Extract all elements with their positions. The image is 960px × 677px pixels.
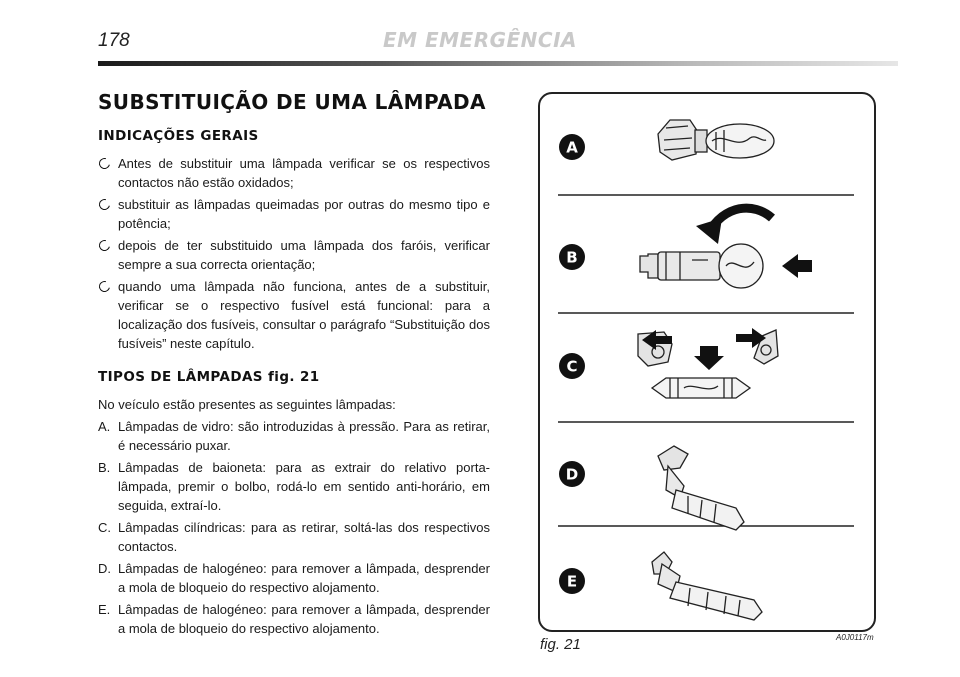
- bullet-icon: [97, 156, 112, 171]
- label-badge-e: [559, 568, 585, 594]
- pull-arrow-down-icon: [694, 346, 724, 370]
- svg-text:B: B: [566, 248, 578, 267]
- svg-text:C: C: [566, 357, 578, 376]
- glass-lamp-icon: [658, 120, 774, 160]
- push-arrow-icon: [782, 254, 812, 278]
- bayonet-lamp-icon: [640, 244, 763, 288]
- lamp-type-item: B. Lâmpadas de baioneta: para as extrair do relativo porta-lâmpada, premir o bolbo, rodá-lo em sentido anti-horário, em seguida, extraí-lo.: [98, 460, 490, 513]
- lamp-type-item: D. Lâmpadas de halogéneo: para remover a lâmpada, desprender a mola de bloqueio do respectivo alojamento.: [98, 561, 490, 595]
- rotate-arrow-icon: [696, 208, 772, 244]
- figure-caption: fig. 21: [540, 636, 581, 653]
- bullet-icon: [97, 279, 112, 294]
- general-bullet-list: [98, 154, 490, 353]
- halogen-lamp-e-icon: [652, 552, 762, 620]
- lamp-type-item: A. Lâmpadas de vidro: são introduzidas à pressão. Para as retirar, é necessário puxar.: [98, 419, 490, 453]
- header-rule: [98, 61, 898, 66]
- bullet-item: Antes de substituir uma lâmpada verificar se os respectivos contactos não estão oxidados;: [98, 154, 490, 192]
- types-heading: TIPOS DE LÂMPADAS fig. 21: [98, 369, 320, 385]
- types-intro: No veículo estão presentes as seguintes lâmpadas:: [98, 397, 396, 412]
- label-badge-d: [559, 461, 585, 487]
- lamp-type-item: C. Lâmpadas cilíndricas: para as retirar, soltá-las dos respectivos contactos.: [98, 520, 490, 554]
- halogen-lamp-d-icon: [658, 446, 744, 530]
- label-badge-c: [559, 353, 585, 379]
- bullet-item: depois de ter substituido uma lâmpada dos faróis, verificar sempre a sua correcta orientação;: [98, 236, 490, 274]
- lamp-illustrations: [540, 94, 874, 630]
- bullet-icon: [97, 238, 112, 253]
- svg-text:D: D: [565, 465, 579, 484]
- label-badge-b: [559, 244, 585, 270]
- svg-text:E: E: [566, 572, 578, 591]
- general-heading: INDICAÇÕES GERAIS: [98, 128, 259, 144]
- page-number: 178: [98, 30, 130, 51]
- bullet-item: quando uma lâmpada não funciona, antes de a substituir, verificar se o respectivo fusível está funcional: para a localização dos fusíveis, consultar o parágrafo “Substituição dos fusíveis” neste capítulo.: [98, 277, 490, 353]
- svg-text:A: A: [566, 138, 578, 157]
- lamp-type-item: E. Lâmpadas de halogéneo: para remover a lâmpada, desprender a mola de bloqueio do respectivo alojamento.: [98, 602, 490, 636]
- section-header: EM EMERGÊNCIA: [382, 28, 578, 52]
- bullet-icon: [97, 197, 112, 212]
- page-title: SUBSTITUIÇÃO DE UMA LÂMPADA: [98, 90, 486, 114]
- figure-code: A0J0117m: [836, 633, 874, 642]
- text-column: [98, 90, 490, 641]
- bullet-item: substituir as lâmpadas queimadas por outras do mesmo tipo e potência;: [98, 195, 490, 233]
- figure-21-panel: [538, 92, 876, 632]
- lamp-types-list: [98, 417, 490, 638]
- label-badge-a: [559, 134, 585, 160]
